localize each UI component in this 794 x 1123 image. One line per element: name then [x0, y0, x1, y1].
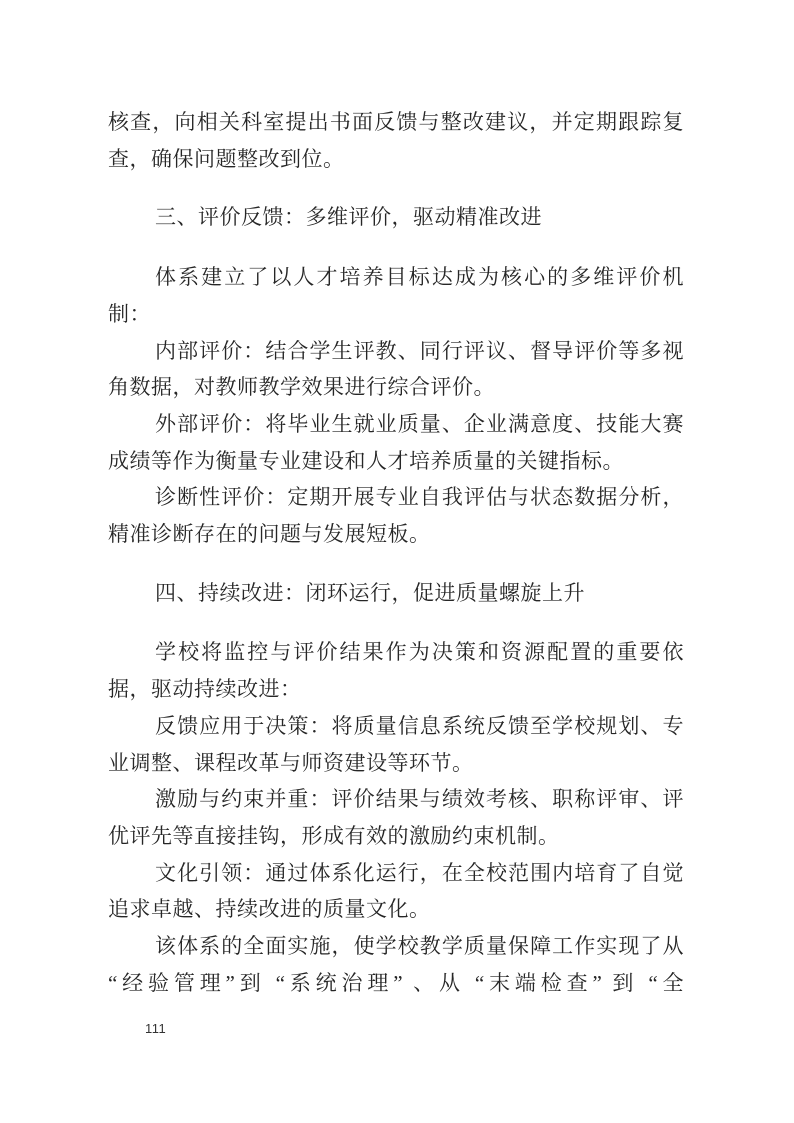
body-line: 学校将监控与评价结果作为决策和资源配置的重要依	[155, 640, 684, 665]
body-line: 外部评价：将毕业生就业质量、企业满意度、技能大赛	[155, 411, 684, 436]
body-line: 优评先等直接挂钩，形成有效的激励约束机制。	[108, 823, 560, 848]
body-line: 体系建立了以人才培养目标达成为核心的多维评价机	[155, 265, 684, 290]
body-line: 业调整、课程改革与师资建设等环节。	[108, 750, 474, 775]
body-line: 该体系的全面实施，使学校教学质量保障工作实现了从	[155, 934, 684, 959]
body-line: 精准诊断存在的问题与发展短板。	[108, 522, 431, 547]
body-line: 诊断性评价：定期开展专业自我评估与状态数据分析，	[155, 485, 684, 510]
section-heading: 四、持续改进：闭环运行，促进质量螺旋上升	[155, 580, 585, 605]
body-line: 据，驱动持续改进：	[108, 677, 302, 702]
body-line: 反馈应用于决策：将质量信息系统反馈至学校规划、专	[155, 713, 684, 738]
body-line: 制：	[108, 301, 151, 326]
body-line: 成绩等作为衡量专业建设和人才培养质量的关键指标。	[108, 448, 624, 473]
section-heading: 三、评价反馈：多维评价，驱动精准改进	[155, 205, 542, 230]
body-line: “经验管理”到 “系统治理” 、从 “末端检查” 到 “全	[108, 970, 684, 995]
body-line: 文化引领：通过体系化运行，在全校范围内培育了自觉	[155, 860, 684, 885]
document-body	[108, 104, 684, 1001]
body-line: 追求卓越、持续改进的质量文化。	[108, 897, 431, 922]
body-line: 激励与约束并重：评价结果与绩效考核、职称评审、评	[155, 787, 684, 812]
body-line: 内部评价：结合学生评教、同行评议、督导评价等多视	[155, 338, 684, 363]
body-line: 角数据，对教师教学效果进行综合评价。	[108, 375, 495, 400]
body-line: 查，确保问题整改到位。	[108, 146, 345, 171]
page-number: 111	[145, 1021, 167, 1036]
body-line: 核查，向相关科室提出书面反馈与整改建议，并定期跟踪复	[108, 110, 684, 134]
